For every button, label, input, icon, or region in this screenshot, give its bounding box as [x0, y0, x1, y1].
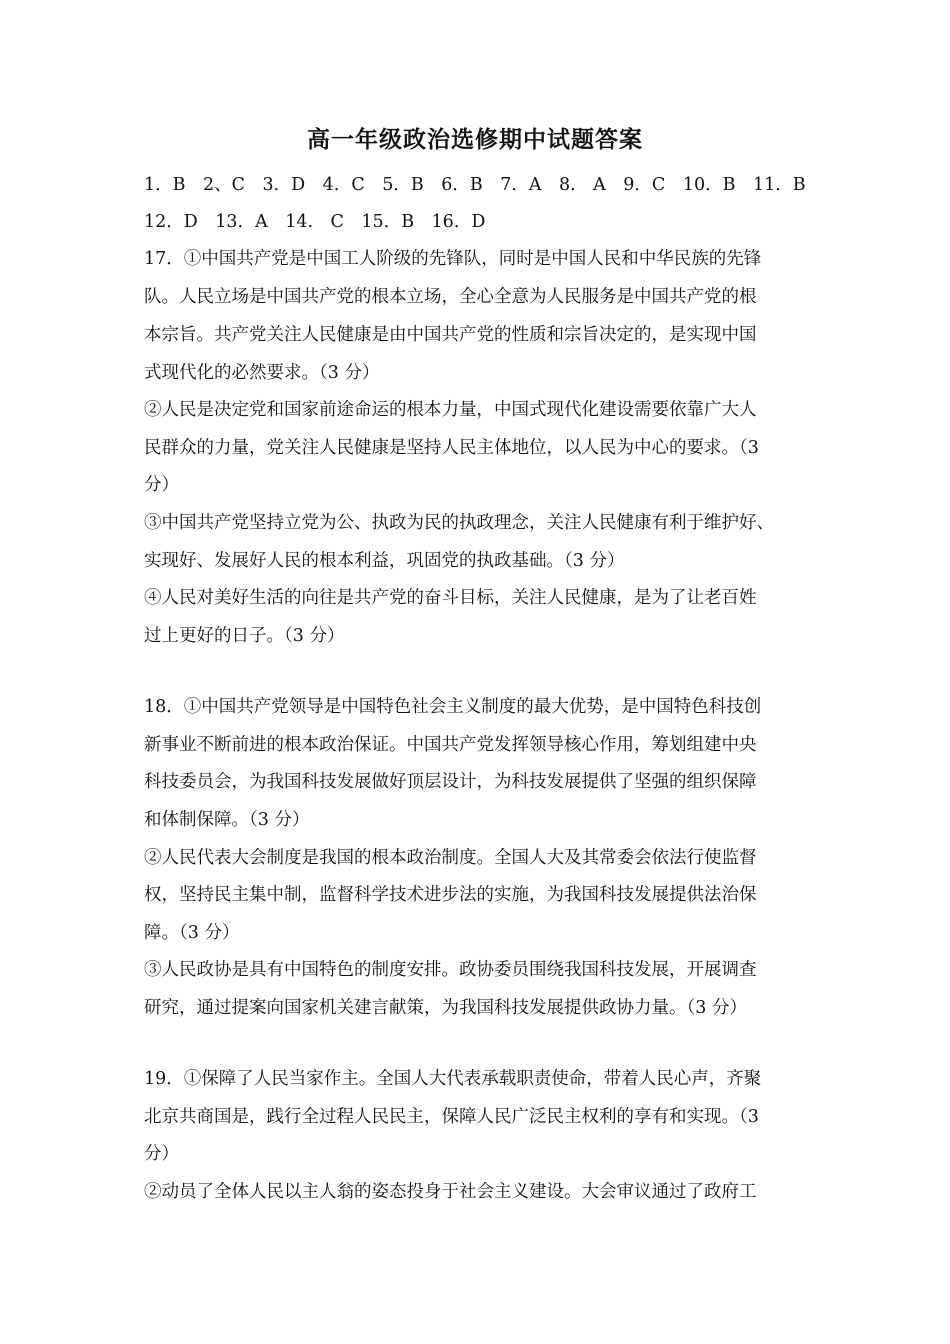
- paragraph-line: 分）: [144, 1144, 179, 1164]
- paragraph-line: ②人民代表大会制度是我国的根本政治制度。全国人大及其常委会依法行使监督: [144, 848, 757, 868]
- answer-line-1: 1．B 2、C 3．D 4．C 5．B 6．B 7．A 8. A 9．C 10．B 11．B: [144, 175, 806, 195]
- paragraph-line: 18．①中国共产党领导是中国特色社会主义制度的最大优势，是中国特色科技创: [144, 697, 762, 717]
- paragraph-line: ②动员了全体人民以主人翁的姿态投身于社会主义建设。大会审议通过了政府工: [144, 1182, 757, 1202]
- paragraph-line: 权，坚持民主集中制，监督科学技术进步法的实施，为我国科技发展提供法治保: [144, 885, 757, 905]
- paragraph-line: 实现好、发展好人民的根本利益，巩固党的执政基础。（3 分）: [144, 551, 625, 571]
- paragraph-line: 本宗旨。共产党关注人民健康是由中国共产党的性质和宗旨决定的，是实现中国: [144, 325, 757, 345]
- document-title: 高一年级政治选修期中试题答案: [307, 127, 643, 153]
- paragraph-line: 过上更好的日子。（3 分）: [144, 626, 345, 646]
- paragraph-line: ③人民政协是具有中国特色的制度安排。政协委员围绕我国科技发展，开展调查: [144, 960, 757, 980]
- paragraph-line: 新事业不断前进的根本政治保证。中国共产党发挥领导核心作用，筹划组建中央: [144, 735, 757, 755]
- paragraph-line: 17．①中国共产党是中国工人阶级的先锋队，同时是中国人民和中华民族的先锋: [144, 249, 762, 269]
- paragraph-line: 北京共商国是，践行全过程人民民主，保障人民广泛民主权利的享有和实现。（3: [144, 1107, 759, 1127]
- paragraph-line: 和体制保障。（3 分）: [144, 810, 310, 830]
- paragraph-line: 19．①保障了人民当家作主。全国人大代表承载职责使命，带着人民心声，齐聚: [144, 1069, 762, 1089]
- paragraph-line: 民群众的力量，党关注人民健康是坚持人民主体地位，以人民为中心的要求。（3: [144, 438, 759, 458]
- answer-line-2: 12．D 13．A 14. C 15．B 16．D: [144, 212, 486, 232]
- paragraph-line: 队。人民立场是中国共产党的根本立场，全心全意为人民服务是中国共产党的根: [144, 287, 757, 307]
- paragraph-line: 分）: [144, 475, 179, 495]
- paragraph-line: ④人民对美好生活的向往是共产党的奋斗目标，关注人民健康，是为了让老百姓: [144, 588, 757, 608]
- paragraph-line: ②人民是决定党和国家前途命运的根本力量，中国式现代化建设需要依靠广大人: [144, 400, 757, 420]
- paragraph-line: 式现代化的必然要求。（3 分）: [144, 363, 380, 383]
- paragraph-line: 研究，通过提案向国家机关建言献策，为我国科技发展提供政协力量。（3 分）: [144, 998, 747, 1018]
- paragraph-line: ③中国共产党坚持立党为公、执政为民的执政理念，关注人民健康有利于维护好、: [144, 513, 774, 533]
- paragraph-line: 障。（3 分）: [144, 923, 240, 943]
- paragraph-line: 科技委员会，为我国科技发展做好顶层设计，为科技发展提供了坚强的组织保障: [144, 772, 757, 792]
